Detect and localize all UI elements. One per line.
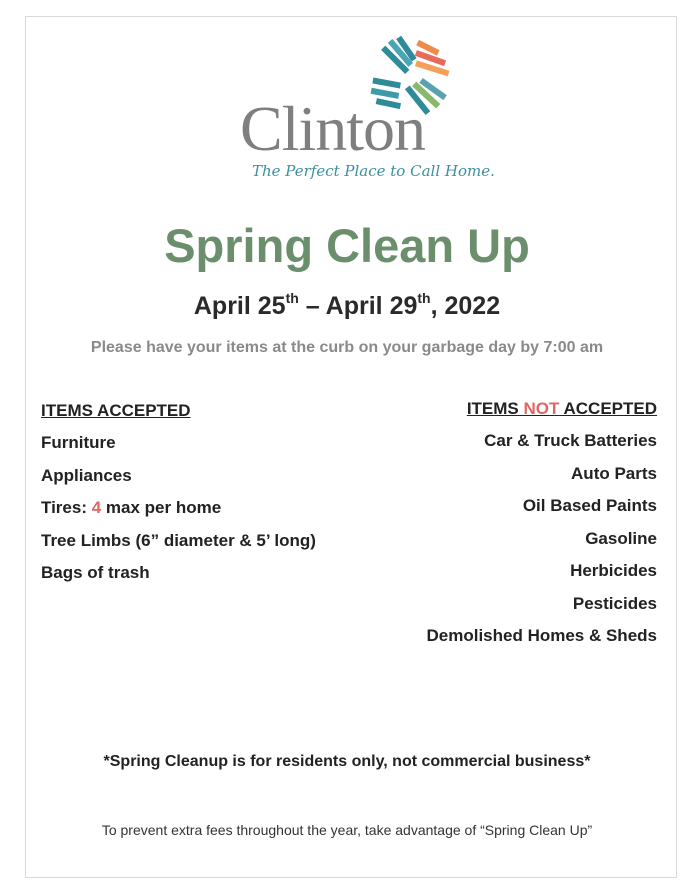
items-accepted-section	[41, 400, 361, 595]
residents-only-footnote: *Spring Cleanup is for residents only, not commercial business*	[103, 753, 591, 770]
not-accepted-item-pesticides: Pesticides	[572, 593, 657, 613]
not-accepted-item-auto-parts: Auto Parts	[571, 463, 657, 483]
accepted-item-bags-of-trash: Bags of trash	[41, 563, 150, 582]
event-title: Spring Clean Up	[164, 219, 530, 272]
not-accepted-item-batteries: Car & Truck Batteries	[484, 431, 657, 450]
heading-not: NOT	[523, 399, 560, 418]
accepted-item-tires	[41, 497, 361, 519]
heading-prefix: ITEMS	[466, 399, 524, 418]
heading-suffix: ACCEPTED	[559, 399, 657, 418]
items-not-accepted-heading	[337, 398, 657, 420]
items-accepted-heading: ITEMS ACCEPTED	[41, 401, 191, 420]
event-year: , 2022	[430, 292, 501, 320]
tires-suffix: max per home	[101, 498, 222, 517]
not-accepted-item-oil-paints: Oil Based Paints	[522, 496, 657, 515]
end-date-suffix: th	[417, 290, 431, 306]
not-accepted-item-demolished-homes: Demolished Homes & Sheds	[426, 626, 657, 645]
clinton-wordmark: Clinton	[240, 93, 426, 164]
tires-count: 4	[91, 498, 102, 517]
date-dash: –	[298, 292, 326, 320]
end-date: April 29	[325, 292, 418, 320]
not-accepted-item-gasoline: Gasoline	[585, 528, 657, 548]
tires-prefix: Tires:	[41, 498, 92, 517]
event-dates	[0, 290, 694, 321]
accepted-item-furniture: Furniture	[41, 433, 116, 452]
accepted-item-tree-limbs: Tree Limbs (6” diameter & 5’ long)	[41, 530, 316, 550]
logo-tagline: The Perfect Place to Call Home.	[252, 162, 495, 180]
start-date: April 25	[193, 292, 286, 320]
accepted-item-appliances: Appliances	[41, 465, 132, 485]
footer-message: To prevent extra fees throughout the year, take advantage of “Spring Clean Up”	[101, 822, 593, 838]
items-not-accepted-section	[337, 398, 657, 658]
curb-notice: Please have your items at the curb on your garbage day by 7:00 am	[90, 339, 604, 356]
not-accepted-item-herbicides: Herbicides	[570, 561, 657, 580]
start-date-suffix: th	[285, 290, 299, 306]
